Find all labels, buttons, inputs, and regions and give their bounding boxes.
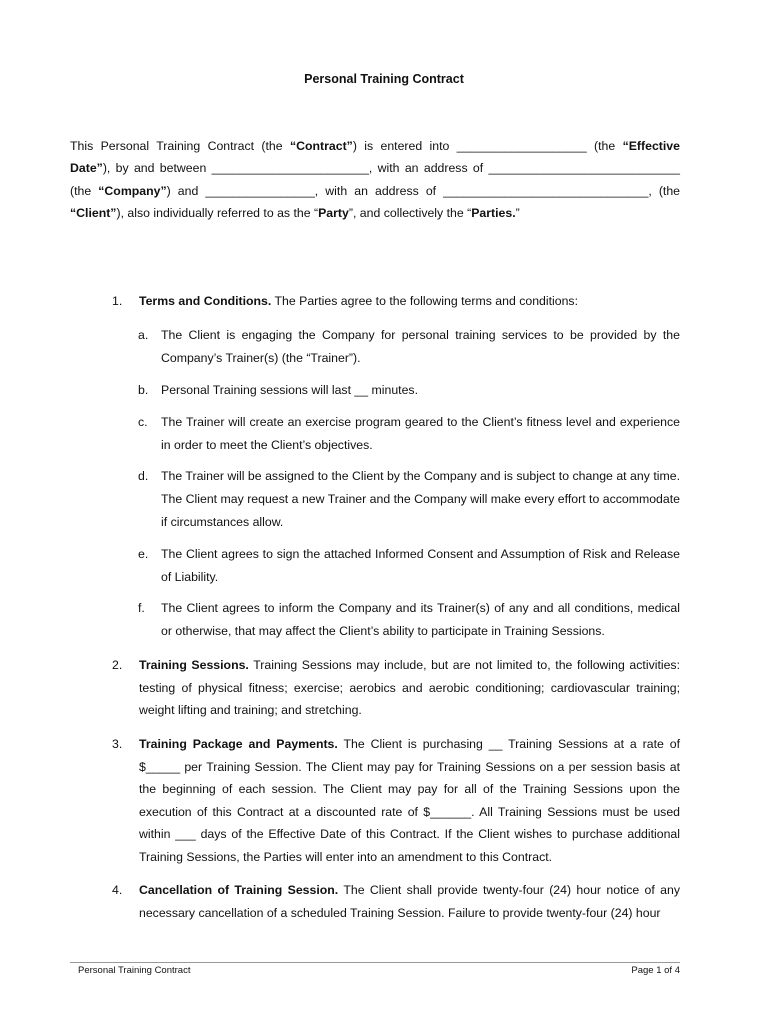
subclause-f: f. The Client agrees to inform the Company and its Trainer(s) of any and all conditions, medical or otherwise, that may affect the Client’s ability to participate in Training Sessions. — [138, 601, 680, 638]
section-text: Training Sessions may include, but are not limited to, the following activities: testing of physical fitness; exercise; aerobics and aerobic conditioning; cardiovascular training; weight lifting and training; and stretching. — [139, 658, 681, 717]
parties-term: Parties. — [471, 206, 516, 221]
section-number: 3. — [112, 737, 123, 751]
document-title: Personal Training Contract — [304, 72, 464, 86]
section-heading: Training Sessions. — [139, 658, 249, 672]
subclause-d: d. The Trainer will be assigned to the Client by the Company and is subject to change at any time. The Client may request a new Trainer and the Company will make every effort to accommodate if circumstances allow. — [138, 469, 680, 529]
section-2 — [112, 654, 680, 722]
section-text: The Parties agree to the following terms and conditions: — [271, 294, 578, 308]
section-heading: Terms and Conditions. — [139, 294, 272, 308]
intro-paragraph: This Personal Training Contract (the “Contract”) is entered into ___________________ (the “Effective Date”), by and between _______________________, with an address of ____________________________ (the “Company”) and ________________, with an address of ______________________________, (the “Client”), also individually referred to as the “Party”, and collectively the “Parties.” — [70, 139, 681, 221]
subclause-e: e. The Client agrees to sign the attached Informed Consent and Assumption of Risk and Release of Liability. — [138, 547, 680, 584]
section-text: The Client is purchasing __ Training Sessions at a rate of $_____ per Training Session. The Client may pay for Training Sessions on a per session basis at the beginning of each session. The Client may pay for all of the Training Sessions upon the execution of this Contract at a discounted rate of $______. All Training Sessions must be used within ___ days of the Effective Date of this Contract. If the Client wishes to purchase additional Training Sessions, the Parties will enter into an amendment to this Contract. — [139, 737, 681, 864]
subclause-a: a. The Client is engaging the Company for personal training services to be provided by the Company’s Trainer(s) (the “Trainer”). — [138, 328, 680, 365]
effective-date-term: “Effective Date” — [70, 139, 680, 176]
section-heading: Training Package and Payments. — [139, 737, 338, 751]
contract-term: “Contract” — [289, 139, 353, 153]
footer-divider — [70, 962, 680, 963]
subclause-c: c. The Trainer will create an exercise program geared to the Client’s fitness level and experience in order to meet the Client’s objectives. — [138, 415, 680, 452]
section-1 — [112, 290, 680, 313]
client-term: “Client” — [70, 206, 117, 221]
footer-page-number: Page 1 of 4 — [631, 965, 680, 976]
section-number: 2. — [112, 658, 123, 672]
section-3 — [112, 733, 680, 868]
section-heading: Cancellation of Training Session. — [139, 883, 339, 897]
section-4 — [112, 879, 680, 924]
section-text: The Client shall provide twenty-four (24) hour notice of any necessary cancellation of a scheduled Training Session. Failure to provide twenty-four (24) hour — [139, 883, 680, 920]
section-number: 4. — [112, 883, 123, 897]
party-term: Party — [318, 206, 349, 221]
subclause-b: b. Personal Training sessions will last __ minutes. — [138, 383, 418, 397]
section-number: 1. — [112, 294, 123, 308]
company-term: “Company” — [98, 183, 167, 198]
footer-document-name: Personal Training Contract — [78, 965, 191, 976]
